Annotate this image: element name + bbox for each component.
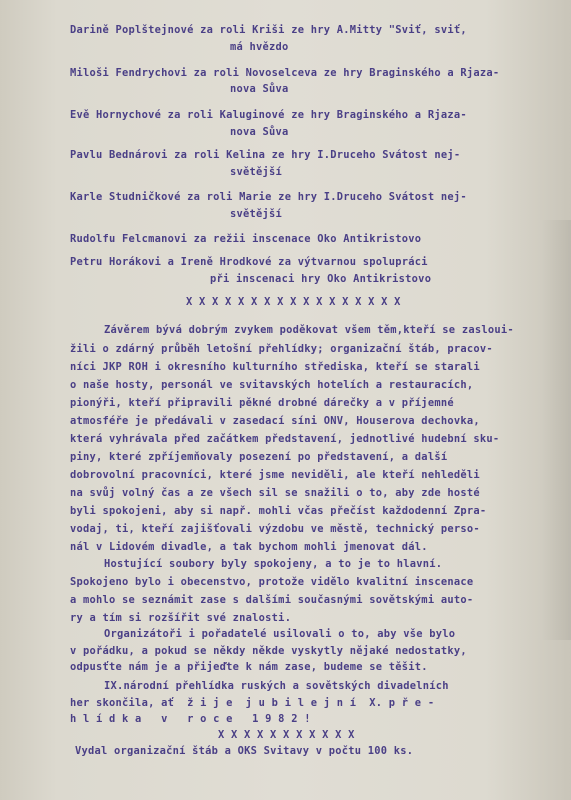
award-3-line-1: Evě Hornychové za roli Kaluginové ze hry Braginského a Rjaza- [70, 109, 467, 121]
award-1-line-2: má hvězdo [230, 41, 289, 53]
paragraph-1-line: dobrovolní pracovníci, které jsme neviděli, ale kteří nehleděli [70, 469, 480, 481]
publisher-note: Vydal organizační štáb a OKS Svitavy v počtu 100 ks. [75, 745, 414, 757]
award-6-line-1: Rudolfu Felcmanovi za režii inscenace Oko Antikristovo [70, 233, 422, 245]
separator-bottom: X X X X X X X X X X X [218, 729, 355, 741]
award-5-line-2: světější [230, 208, 283, 220]
paragraph-3-line: Organizátoři i pořadatelé usilovali o to, aby vše bylo [104, 628, 456, 640]
separator-top: X X X X X X X X X X X X X X X X X [186, 296, 401, 308]
paragraph-2-line: Spokojeno bylo i obecenstvo, protože vidělo kvalitní inscenace [70, 576, 474, 588]
paragraph-3-line: v pořádku, a pokud se někdy někde vyskytly nějaké nedostatky, [70, 645, 467, 657]
paragraph-1-line: piny, které zpříjemňovaly posezení po představení, a další [70, 451, 448, 463]
paragraph-2-line: ry a tím si rozšířit své znalosti. [70, 612, 292, 624]
paragraph-1-line: o naše hosty, personál ve svitavských hotelích a restauracích, [70, 379, 474, 391]
paragraph-1-line: Závěrem bývá dobrým zvykem poděkovat všem těm,kteří se zasloui- [104, 324, 514, 336]
closing-line: IX.národní přehlídka ruských a sovětských divadelních [104, 680, 449, 692]
award-4-line-2: světější [230, 166, 283, 178]
paragraph-3-line: odpusťte nám je a přijeďte k nám zase, budeme se těšit. [70, 661, 428, 673]
paragraph-1-line: vodaj, ti, kteří zajišťovali výzdobu ve městě, technický perso- [70, 523, 480, 535]
paragraph-1-line: atmosféře je předávali v zasedací síni ONV, Houserova dechovka, [70, 415, 480, 427]
paragraph-1-line: na svůj volný čas a ze všech sil se snažili o to, aby zde hosté [70, 487, 480, 499]
award-5-line-1: Karle Studničkové za roli Marie ze hry I.Druceho Svátost nej- [70, 191, 467, 203]
award-2-line-1: Miloši Fendrychovi za roli Novoselceva ze hry Braginského a Rjaza- [70, 67, 500, 79]
award-4-line-1: Pavlu Bednárovi za roli Kelina ze hry I.Druceho Svátost nej- [70, 149, 461, 161]
award-3-line-2: nova Sůva [230, 126, 289, 138]
paragraph-2-line: a mohlo se seznámit zase s dalšími současnými sovětskými auto- [70, 594, 474, 606]
award-7-line-1: Petru Horákovi a Ireně Hrodkové za výtvarnou spolupráci [70, 256, 428, 268]
closing-line: her skončila, ať ž i j e j u b i l e j n í X. p ř e - [70, 697, 435, 709]
closing-line: h l í d k a v r o c e 1 9 8 2 ! [70, 713, 311, 725]
paragraph-1-line: pionýři, kteří připravili pěkné drobné dárečky a v příjemné [70, 397, 454, 409]
paragraph-1-line: žili o zdárný průběh letošní přehlídky; organizační štáb, pracov- [70, 343, 493, 355]
paragraph-1-line: níci JKP ROH i okresního kulturního střediska, kteří se starali [70, 361, 480, 373]
award-1-line-1: Darině Poplštejnové za roli Kriši ze hry A.Mitty "Sviť, sviť, [70, 24, 467, 36]
award-2-line-2: nova Sůva [230, 83, 289, 95]
paragraph-1-line: byli spokojeni, aby si např. mohli včas přečíst každodenní Zpra- [70, 505, 487, 517]
page-shadow [541, 220, 571, 640]
paragraph-1-line: která vyhrávala před začátkem představení, jednotlivé hudební sku- [70, 433, 500, 445]
award-7-line-2: při inscenaci hry Oko Antikristovo [210, 273, 432, 285]
paragraph-2-line: Hostující soubory byly spokojeny, a to je to hlavní. [104, 558, 443, 570]
paragraph-1-line: nál v Lidovém divadle, a tak bychom mohli jmenovat dál. [70, 541, 428, 553]
